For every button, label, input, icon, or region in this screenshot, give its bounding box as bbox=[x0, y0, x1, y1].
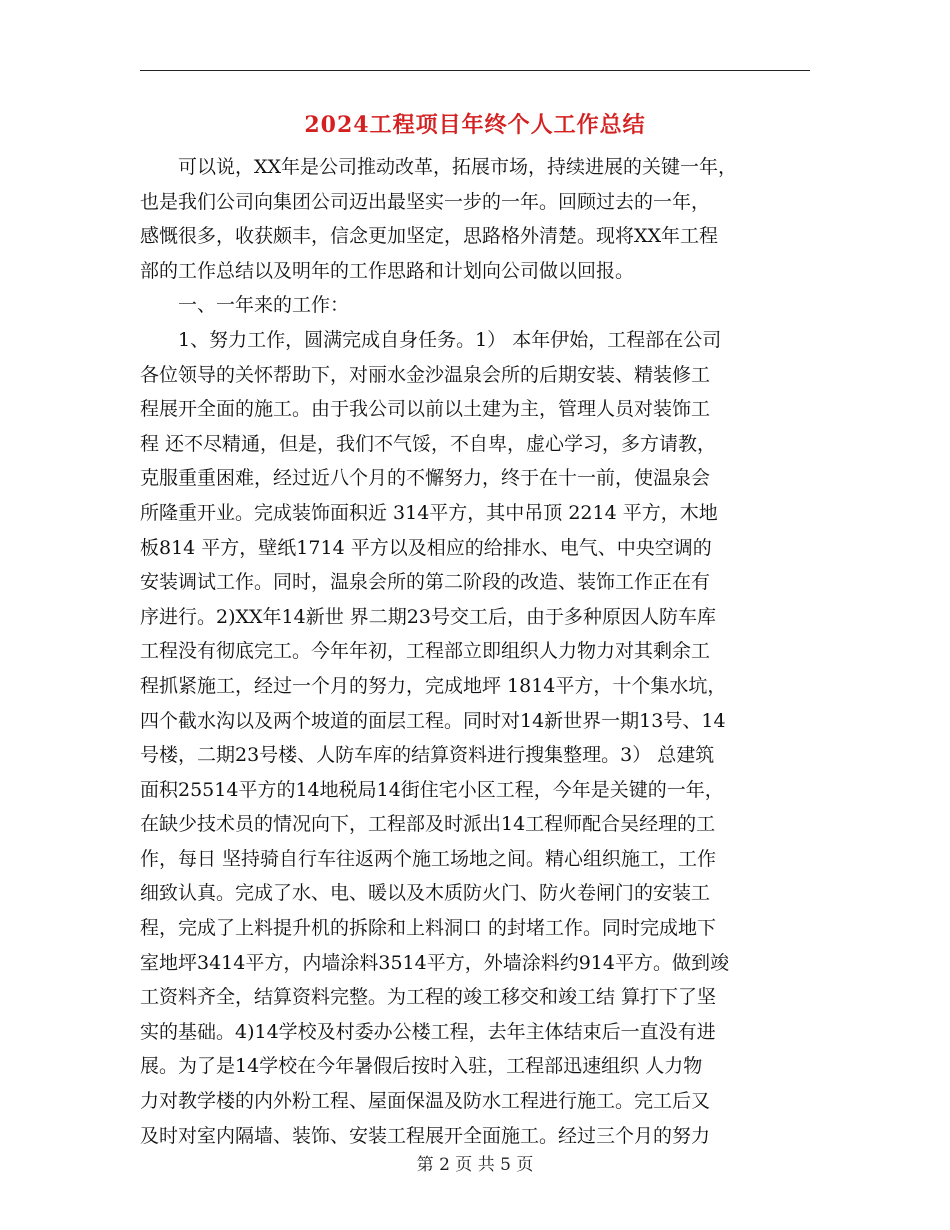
body-line: 各位领导的关怀帮助下，对丽水金沙温泉会所的后期安装、精装修工 bbox=[140, 363, 711, 386]
body-line: 板814 平方，壁纸1714 平方以及相应的给排水、电气、中央空调的 bbox=[140, 536, 712, 559]
body-line: 作，每日 坚持骑自行车往返两个施工场地之间。精心组织施工，工作 bbox=[140, 847, 717, 870]
body-line: 程，完成了上料提升机的拆除和上料洞口 的封堵工作。同时完成地下 bbox=[140, 917, 717, 940]
body-line: 号楼，二期23号楼、人防车库的结算资料进行搜集整理。3） 总建筑 bbox=[140, 744, 715, 767]
body-line: 工程没有彻底完工。今年年初，工程部立即组织人力物力对其剩余工 bbox=[140, 640, 711, 663]
body-line: 及时对室内隔墙、装饰、安装工程展开全面施工。经过三个月的努力 bbox=[140, 1124, 711, 1147]
body-line: 1、努力工作，圆满完成自身任务。1） 本年伊始，工程部在公司 bbox=[140, 328, 722, 351]
document-title: 2024工程项目年终个人工作总结 bbox=[304, 112, 646, 138]
body-line: 室地坪3414平方，内墙涂料3514平方，外墙涂料约914平方。做到竣 bbox=[140, 951, 729, 974]
body-line: 面积25514平方的14地税局14街住宅小区工程，今年是关键的一年， bbox=[140, 778, 724, 801]
body-line: 也是我们公司向集团公司迈出最坚实一步的一年。回顾过去的一年， bbox=[140, 190, 711, 213]
page-number: 第 2 页 共 5 页 bbox=[416, 1155, 534, 1175]
body-line: 四个截水沟以及两个坡道的面层工程。同时对14新世界一期13号、14 bbox=[140, 709, 726, 732]
body-line: 可以说，XX年是公司推动改革，拓展市场，持续进展的关键一年， bbox=[140, 156, 738, 178]
body-line: 程抓紧施工，经过一个月的努力，完成地坪 1814平方，十个集水坑， bbox=[140, 674, 727, 697]
body-line: 安装调试工作。同时，温泉会所的第二阶段的改造、装饰工作正在有 bbox=[140, 571, 711, 594]
body-line: 感慨很多，收获颇丰，信念更加坚定，思路格外清楚。现将XX年工程 bbox=[140, 225, 719, 248]
body-line: 程 还不尽精通，但是，我们不气馁，不自卑，虚心学习，多方请教， bbox=[140, 432, 717, 455]
body-line: 克服重重困难，经过近八个月的不懈努力，终于在十一前，使温泉会 bbox=[140, 467, 711, 490]
body-line: 序进行。2)XX年14新世 界二期23号交工后，由于多种原因人防车库 bbox=[140, 605, 716, 628]
body-line: 力对教学楼的内外粉工程、屋面保温及防水工程进行施工。完工后又 bbox=[140, 1090, 711, 1113]
body-line: 细致认真。完成了水、电、暖以及木质防火门、防火卷闸门的安装工 bbox=[140, 882, 711, 905]
header-rule bbox=[140, 70, 810, 71]
section-heading: 一、一年来的工作： bbox=[140, 294, 350, 317]
body-line: 所隆重开业。完成装饰面积近 314平方，其中吊顶 2214 平方，木地 bbox=[140, 501, 718, 524]
body-line: 部的工作总结以及明年的工作思路和计划向公司做以回报。 bbox=[140, 259, 635, 282]
body-line: 实的基础。4)14学校及村委办公楼工程，去年主体结束后一直没有进 bbox=[140, 1020, 716, 1043]
body-line: 展。为了是14学校在今年暑假后按时入驻，工程部迅速组织 人力物 bbox=[140, 1055, 703, 1078]
body-line: 程展开全面的施工。由于我公司以前以土建为主，管理人员对装饰工 bbox=[140, 398, 711, 421]
document-body bbox=[140, 150, 810, 1153]
body-line: 在缺少技术员的情况向下，工程部及时派出14工程师配合吴经理的工 bbox=[140, 813, 716, 836]
body-line: 工资料齐全，结算资料完整。为工程的竣工移交和竣工结 算打下了坚 bbox=[140, 986, 717, 1009]
